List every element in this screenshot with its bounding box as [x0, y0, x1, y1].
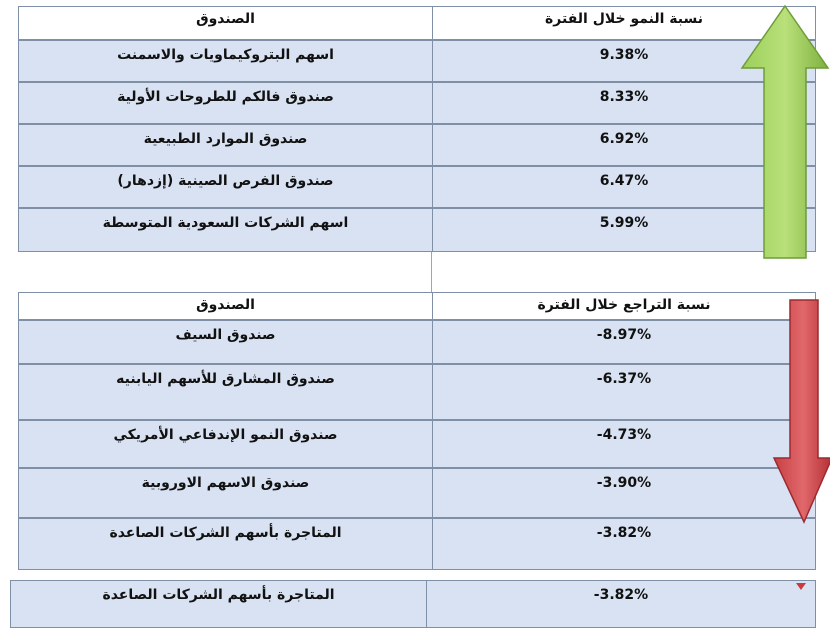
- table-row: [18, 420, 816, 468]
- fund-name: صندوق الموارد الطبيعية: [18, 124, 432, 166]
- decline-table-header: [18, 292, 816, 320]
- growth-pct: 5.99%: [432, 208, 816, 252]
- decline-pct: -3.82%: [426, 580, 816, 628]
- growth-pct: 9.38%: [432, 40, 816, 82]
- growth-table: [18, 6, 816, 252]
- growth-header-pct: نسبة النمو خلال الفترة: [432, 6, 816, 40]
- decline-table: [18, 292, 816, 570]
- decline-pct: -4.73%: [432, 420, 816, 468]
- decline-header-pct: نسبة التراجع خلال الفترة: [432, 292, 816, 320]
- fund-name: صندوق فالكم للطروحات الأولية: [18, 82, 432, 124]
- decline-pct: -6.37%: [432, 364, 816, 420]
- fund-name: المتاجرة بأسهم الشركات الصاعدة: [10, 580, 426, 628]
- table-divider-line: [431, 252, 432, 292]
- duplicate-row-block: [10, 580, 816, 628]
- arrow-down-icon: [772, 296, 830, 526]
- table-row: [18, 518, 816, 570]
- table-row: [18, 364, 816, 420]
- fund-name: المتاجرة بأسهم الشركات الصاعدة: [18, 518, 432, 570]
- growth-pct: 6.92%: [432, 124, 816, 166]
- fund-name: اسهم الشركات السعودية المتوسطة: [18, 208, 432, 252]
- table-row: [18, 166, 816, 208]
- decline-pct: -3.90%: [432, 468, 816, 518]
- fund-name: صندوق النمو الإندفاعي الأمريكي: [18, 420, 432, 468]
- fund-name: صندوق المشارق للأسهم اليابنيه: [18, 364, 432, 420]
- table-row: [18, 40, 816, 82]
- growth-header-fund: الصندوق: [18, 6, 432, 40]
- table-row: [18, 124, 816, 166]
- growth-pct: 6.47%: [432, 166, 816, 208]
- growth-pct: 8.33%: [432, 82, 816, 124]
- table-row: [10, 580, 816, 628]
- arrow-up-icon: [738, 4, 830, 262]
- decline-header-fund: الصندوق: [18, 292, 432, 320]
- fund-name: صندوق السيف: [18, 320, 432, 364]
- table-row: [18, 468, 816, 518]
- marker-icon: [796, 583, 806, 591]
- fund-name: صندوق الفرص الصينية (إزدهار): [18, 166, 432, 208]
- fund-name: صندوق الاسهم الاوروبية: [18, 468, 432, 518]
- table-row: [18, 208, 816, 252]
- table-row: [18, 82, 816, 124]
- decline-pct: -3.82%: [432, 518, 816, 570]
- growth-table-header: [18, 6, 816, 40]
- fund-name: اسهم البتروكيماويات والاسمنت: [18, 40, 432, 82]
- table-row: [18, 320, 816, 364]
- decline-pct: -8.97%: [432, 320, 816, 364]
